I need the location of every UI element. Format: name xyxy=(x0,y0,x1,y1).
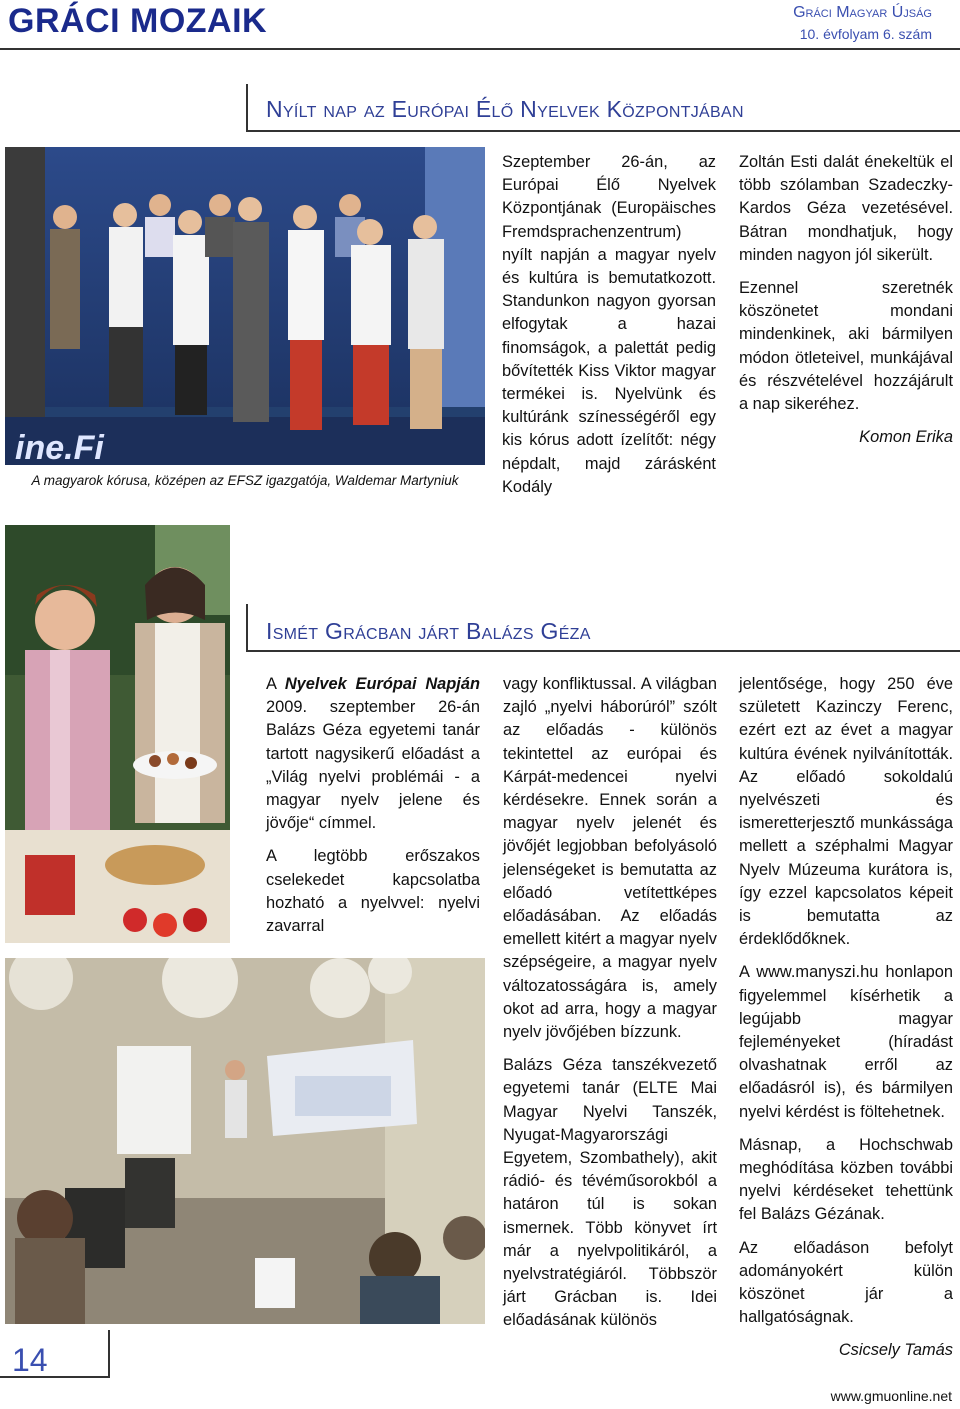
choir-photo-caption: A magyarok kórusa, középen az EFSZ igazgatója, Waldemar Martyniuk xyxy=(31,473,459,488)
article2-title: Ismét Grácban járt Balázs Géza xyxy=(266,618,591,644)
choir-photo xyxy=(5,147,485,465)
publication-name: Gráci Magyar Újság xyxy=(793,4,932,21)
stand-photo xyxy=(5,525,230,943)
title-rule-vertical xyxy=(246,84,248,132)
issue-number: 10. évfolyam 6. szám xyxy=(799,26,932,42)
article2-paragraph: jelentősége, hogy 250 éve született Kazinczy Ferenc, ezért ezt az évet a magyar kultúra évének nyilvánították. Az előadó sokoldalú nyelvészeti és ismeretterjesztő munkássága mellett a széphalmi Magyar Nyelv Múzeuma kurátora is, így ezzel kapcsolatos képeit is bemutatta az érdeklődőknek. xyxy=(739,675,953,949)
article2-paragraph: Másnap, a Hochschwab meghódítása közben további nyelvi kérdéseket tehettünk fel Balázs Gézának. xyxy=(739,1135,953,1224)
article1-paragraph: Zoltán Esti dalát énekeltük el több szólamban Szadeczky-Kardos Géza vezetésével. Bátran mondhatjuk, hogy minden nagyon jól sikerült. xyxy=(739,153,953,264)
lecture-photo xyxy=(5,958,485,1324)
article2-column-3 xyxy=(739,673,953,1363)
article1-title: Nyílt nap az Európai Élő Nyelvek Központjában xyxy=(266,96,744,122)
footer-rule-vertical xyxy=(108,1330,110,1378)
article2-paragraph: A www.manyszi.hu honlapon figyelemmel kísérhetik a legújabb magyar fejleményeket (híradást olvashatnak erről az előadásról is), és bármilyen nyelvi kérdést is föltehetnek. xyxy=(739,963,953,1121)
lead-word: A xyxy=(266,675,277,693)
title-rule-horizontal xyxy=(246,130,960,132)
magazine-brand: GRÁCI MOZAIK xyxy=(8,2,268,40)
article2-paragraph: vagy konfliktussal. A világban zajló „nyelvi háborúról” szólt az előadás - különös tekintettel az európai és Kárpát-medencei nyelvi kérdésekre. Ennek során a magyar nyelv jelenét és jövőjét legjobban befolyásoló jelenségeket is bemutatta az előadó vetítettképes előadásában. Az előadás emellett kitért a magyar nyelv szépségeire, a magyar nyelv változatosságára is, amely okot ad arra, hogy a magyar nyelv jövőjében bízzunk. xyxy=(503,675,717,1042)
title-rule-horizontal xyxy=(246,650,960,652)
article1-column-2 xyxy=(739,151,953,449)
svg-text:ine.Fi: ine.Fi xyxy=(15,429,104,465)
title-rule-vertical xyxy=(246,604,248,652)
article1-paragraph: Ezennel szeretnék köszönetet mondani mindenkinek, aki bármilyen módon ötleteivel, munkájával és részvételével hozzájárult a nap sikeréhez. xyxy=(739,279,953,414)
header-rule xyxy=(0,48,960,50)
page-number: 14 xyxy=(12,1342,48,1378)
article2-paragraph: Az előadáson befolyt adományokért külön köszönet jár a hallgatóságnak. xyxy=(739,1238,953,1327)
article1-author: Komon Erika xyxy=(859,428,953,447)
article2-column-2 xyxy=(503,673,717,1343)
article2-paragraph xyxy=(266,673,480,835)
event-name: Nyelvek Európai Napján xyxy=(284,675,480,693)
lead-rest: 2009. szeptember 26-án Balázs Géza egyetemi tanár tartott nagysikerű előadást a „Világ nyelvi problémái - a magyar nyelv jelene és jövője“ címmel. xyxy=(266,698,480,833)
website-link[interactable]: www.gmuonline.net xyxy=(830,1388,952,1404)
article2-author: Csicsely Tamás xyxy=(838,1341,953,1360)
article1-column-1 xyxy=(502,151,716,509)
article2-paragraph: A legtöbb erőszakos cselekedet kapcsolatba hozható a nyelvvel: nyelvi zavarral xyxy=(266,847,480,936)
article1-paragraph: Szeptember 26-án, az Európai Élő Nyelvek Központjának (Europäisches Fremdsprachenzentrum) nyílt napján a magyar nyelv és kultúra is bemutatkozott. Standunkon nagyon gyorsan elfogytak a hazai finomságok, a palettát pedig bővítették Kiss Viktor magyar termékei is. Nyelvünk és kultúránk színességéről egy kis kórus adott ízelítőt: négy népdalt, majd zárásként Kodály xyxy=(502,153,716,496)
article2-column-1 xyxy=(266,673,480,948)
article2-paragraph: Balázs Géza tanszékvezető egyetemi tanár (ELTE Mai Magyar Nyelvi Tanszék, Nyugat-Magyarországi Egyetem, Szombathely), akit rádió- és tévéműsorokból a határon túl is sokan ismernek. Több könyvet írt már a nyelvpolitikáról, a nyelvstratégiáról. Többször járt Grácban is. Idei előadásának különös xyxy=(503,1056,717,1330)
